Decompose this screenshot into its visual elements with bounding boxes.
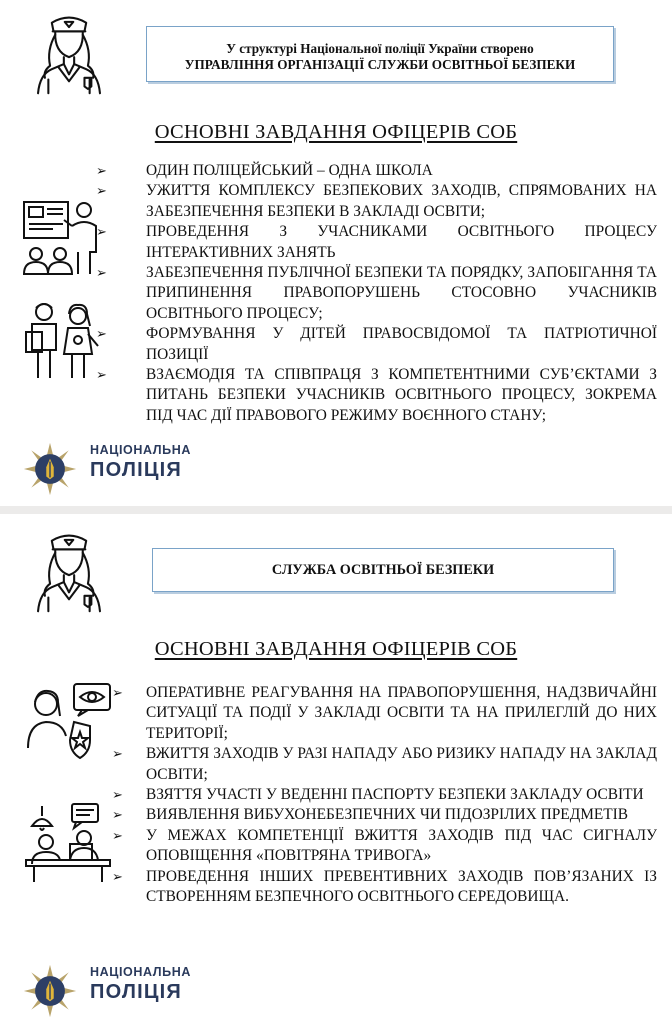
list-item	[112, 826, 657, 867]
list-item	[96, 324, 657, 365]
list-item	[112, 744, 657, 785]
slide1-title-line2: УПРАВЛІННЯ ОРГАНІЗАЦІЇ СЛУЖБИ ОСВІТНЬОЇ БЕЗПЕКИ	[184, 57, 576, 72]
list-item	[96, 365, 657, 426]
slide1-task-list	[96, 161, 657, 426]
list-item-text: ОПЕРАТИВНЕ РЕАГУВАННЯ НА ПРАВОПОРУШЕННЯ, НАДЗВИЧАЙНІ СИТУАЦІЇ ТА ПОДІЇ У ЗАКЛАДІ ОСВІТИ ТА НА ПРИЛЕГЛІЙ ДО НИХ ТЕРИТОРІЇ;	[146, 684, 657, 742]
list-item-text: ВЗАЄМОДІЯ ТА СПІВПРАЦЯ З КОМПЕТЕНТНИМИ СУБ’ЄКТАМИ З ПИТАНЬ БЕЗПЕКИ УЧАСНИКІВ ОСВІТНЬОГО ПРОЦЕСУ, ЗОКРЕМА ПІД ЧАС ДІЇ ПРАВОВОГО РЕЖИМУ ВОЄННОГО СТАНУ;	[146, 366, 657, 424]
list-item	[112, 683, 657, 744]
slide1-title-box	[146, 26, 614, 82]
slide1-heading: ОСНОВНІ ЗАВДАННЯ ОФІЦЕРІВ СОБ	[154, 121, 518, 143]
bullet-arrow-icon: ➢	[112, 746, 123, 762]
bullet-arrow-icon: ➢	[112, 807, 123, 823]
list-item-text: ПРОВЕДЕННЯ З УЧАСНИКАМИ ОСВІТНЬОГО ПРОЦЕСУ ІНТЕРАКТИВНИХ ЗАНЯТЬ	[146, 223, 657, 261]
list-item-text: УЖИТТЯ КОМПЛЕКСУ БЕЗПЕКОВИХ ЗАХОДІВ, СПРЯМОВАНИХ НА ЗАБЕЗПЕЧЕННЯ БЕЗПЕКИ В ЗАКЛАДІ ОСВІТИ;	[146, 182, 657, 220]
list-item	[112, 805, 657, 825]
slide2-title: СЛУЖБА ОСВІТНЬОЇ БЕЗПЕКИ	[271, 562, 495, 578]
list-item-text: ВЖИТТЯ ЗАХОДІВ У РАЗІ НАПАДУ АБО РИЗИКУ НАПАДУ НА ЗАКЛАД ОСВІТИ;	[146, 745, 657, 783]
slide2-task-list	[112, 683, 657, 907]
list-item	[96, 222, 657, 263]
bullet-arrow-icon: ➢	[112, 868, 123, 884]
slide-2	[0, 514, 672, 1024]
security-surveillance-icon	[24, 682, 114, 762]
list-item-text: ВИЯВЛЕННЯ ВИБУХОНЕБЕЗПЕЧНИХ ЧИ ПІДОЗРІЛИХ ПРЕДМЕТІВ	[146, 806, 629, 824]
list-item	[96, 181, 657, 222]
slide2-title-box	[152, 548, 614, 592]
slide-1	[0, 0, 672, 506]
bullet-arrow-icon: ➢	[96, 265, 107, 281]
list-item-text: ФОРМУВАННЯ У ДІТЕЙ ПРАВОСВІДОМОЇ ТА ПАТРІОТИЧНОЇ ПОЗИЦІЇ	[146, 325, 657, 363]
list-item-text: ПРОВЕДЕННЯ ІНШИХ ПРЕВЕНТИВНИХ ЗАХОДІВ ПОВ’ЯЗАНИХ ІЗ СТВОРЕННЯМ БЕЗПЕЧНОГО ОСВІТНЬОГО СЕРЕДОВИЩА.	[146, 867, 657, 906]
slide2-heading: ОСНОВНІ ЗАВДАННЯ ОФІЦЕРІВ СОБ	[154, 638, 518, 660]
police-officer-icon	[26, 522, 112, 618]
list-item	[96, 161, 657, 181]
bullet-arrow-icon: ➢	[96, 326, 107, 342]
office-meeting-icon	[24, 802, 114, 884]
police-star-emblem-icon	[20, 963, 80, 1019]
police-star-emblem-icon	[20, 441, 80, 497]
bullet-arrow-icon: ➢	[112, 827, 123, 843]
slide1-national-police-logo	[20, 445, 220, 495]
list-item	[96, 263, 657, 324]
schoolchildren-icon	[22, 300, 102, 382]
slide2-national-police-logo	[20, 967, 220, 1017]
logo-text-national: НАЦІОНАЛЬНА	[90, 965, 191, 979]
classroom-teacher-icon	[20, 198, 102, 278]
list-item	[112, 867, 657, 908]
list-item-text: ЗАБЕЗПЕЧЕННЯ ПУБЛІЧНОЇ БЕЗПЕКИ ТА ПОРЯДКУ, ЗАПОБІГАННЯ ТА ПРИПИНЕННЯ ПРАВОПОРУШЕНЬ СТОСОВНО УЧАСНИКІВ ОСВІТНЬОГО ПРОЦЕСУ;	[146, 264, 657, 322]
logo-text-police: ПОЛІЦІЯ	[90, 981, 182, 1003]
police-officer-icon	[26, 4, 112, 100]
logo-text-police: ПОЛІЦІЯ	[90, 459, 182, 481]
bullet-arrow-icon: ➢	[96, 367, 107, 383]
logo-text-national: НАЦІОНАЛЬНА	[90, 443, 191, 457]
list-item-text: У МЕЖАХ КОМПЕТЕНЦІЇ ВЖИТТЯ ЗАХОДІВ ПІД ЧАС СИГНАЛУ ОПОВІЩЕННЯ «ПОВІТРЯНА ТРИВОГА»	[146, 826, 657, 865]
bullet-arrow-icon: ➢	[96, 224, 107, 240]
bullet-arrow-icon: ➢	[112, 685, 123, 700]
bullet-arrow-icon: ➢	[112, 787, 123, 803]
bullet-arrow-icon: ➢	[96, 163, 107, 178]
bullet-arrow-icon: ➢	[96, 183, 107, 199]
list-item-text: ОДИН ПОЛІЦЕЙСЬКИЙ – ОДНА ШКОЛА	[146, 162, 433, 179]
slide1-title-line1: У структурі Національної поліції України створено	[226, 41, 534, 56]
list-item	[112, 785, 657, 805]
list-item-text: ВЗЯТТЯ УЧАСТІ У ВЕДЕННІ ПАСПОРТУ БЕЗПЕКИ ЗАКЛАДУ ОСВІТИ	[146, 786, 644, 804]
